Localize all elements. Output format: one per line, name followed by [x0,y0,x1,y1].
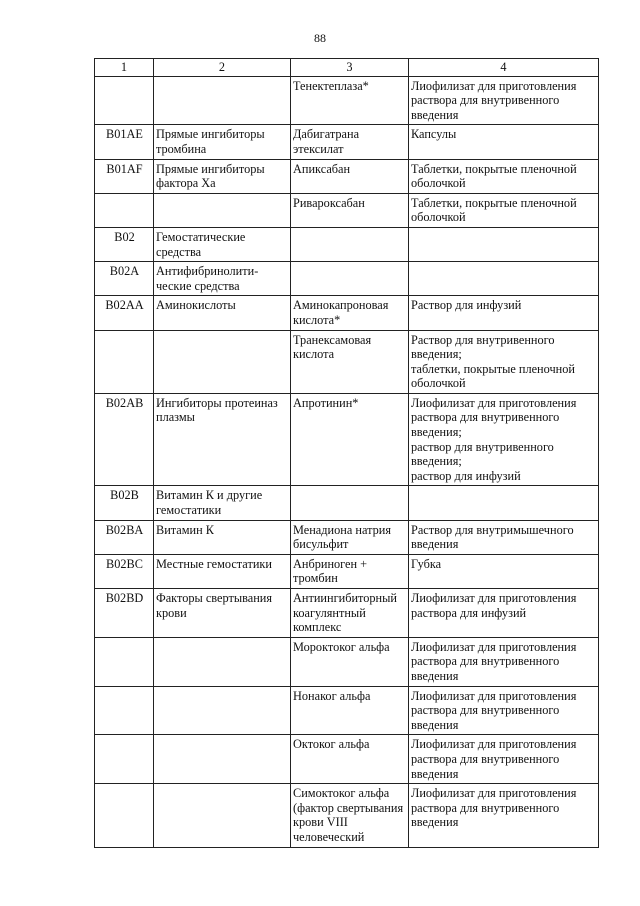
atc-code-cell: B02A [95,262,154,296]
table-row [95,520,599,554]
dosage-form-cell: Лиофилизат для приготовления раствора для внутривенного введения [409,784,599,847]
table-row [95,330,599,393]
dosage-form-cell: Раствор для внутримышечного введения [409,520,599,554]
column-header: 3 [291,59,409,77]
atc-code-cell [95,637,154,686]
drug-name-cell: Анбриноген + тромбин [291,554,409,588]
table-row [95,262,599,296]
dosage-form-cell [409,262,599,296]
dosage-form-cell: Лиофилизат для приготовления раствора для инфузий [409,589,599,638]
column-header: 2 [154,59,291,77]
drug-name-cell: Менадиона натрия бисульфит [291,520,409,554]
group-name-cell: Ингибиторы протеиназ плазмы [154,393,291,486]
group-name-cell [154,735,291,784]
table-row [95,637,599,686]
group-name-cell [154,686,291,735]
atc-code-cell: B02BD [95,589,154,638]
atc-code-cell: B02AB [95,393,154,486]
atc-code-cell [95,193,154,227]
group-name-cell: Факторы свертывания крови [154,589,291,638]
dosage-form-cell: Лиофилизат для приготовления раствора для внутривенного введения; раствор для внутривенного введения; раствор для инфузий [409,393,599,486]
table-row [95,589,599,638]
drug-name-cell: Тенектеплаза* [291,76,409,125]
drug-name-cell: Дабигатрана этексилат [291,125,409,159]
group-name-cell [154,330,291,393]
group-name-cell: Местные гемостатики [154,554,291,588]
table-row [95,296,599,330]
group-name-cell: Аминокислоты [154,296,291,330]
drug-name-cell [291,227,409,261]
group-name-cell: Антифибринолити- ческие средства [154,262,291,296]
group-name-cell: Витамин К и другие гемостатики [154,486,291,520]
atc-code-cell: B01AE [95,125,154,159]
dosage-form-cell [409,227,599,261]
drug-name-cell: Аминокапроновая кислота* [291,296,409,330]
group-name-cell [154,784,291,847]
dosage-form-cell: Лиофилизат для приготовления раствора для внутривенного введения [409,76,599,125]
atc-code-cell: B02BC [95,554,154,588]
dosage-form-cell: Лиофилизат для приготовления раствора для внутривенного введения [409,637,599,686]
group-name-cell [154,76,291,125]
table-header-row [95,59,599,77]
column-header: 1 [95,59,154,77]
dosage-form-cell: Губка [409,554,599,588]
table-row [95,393,599,486]
drug-name-cell: Симоктоког альфа (фактор свертывания крови VIII человеческий [291,784,409,847]
atc-code-cell: B01AF [95,159,154,193]
table-row [95,784,599,847]
atc-code-cell [95,686,154,735]
drug-name-cell: Апротинин* [291,393,409,486]
drug-name-cell: Мороктоког альфа [291,637,409,686]
group-name-cell: Витамин К [154,520,291,554]
group-name-cell: Прямые ингибиторы фактора Ха [154,159,291,193]
dosage-form-cell [409,486,599,520]
drug-name-cell: Нонаког альфа [291,686,409,735]
table-row [95,554,599,588]
drug-name-cell [291,486,409,520]
page-number: 88 [314,31,326,45]
table-row [95,125,599,159]
table-row [95,193,599,227]
atc-code-cell [95,76,154,125]
group-name-cell: Гемостатические средства [154,227,291,261]
table-row [95,159,599,193]
table-row [95,227,599,261]
table-row [95,76,599,125]
drug-name-cell: Ривароксабан [291,193,409,227]
atc-code-cell [95,735,154,784]
drug-name-cell: Антиингибиторный коагулянтный комплекс [291,589,409,638]
dosage-form-cell: Капсулы [409,125,599,159]
atc-code-cell: B02AA [95,296,154,330]
drug-table [94,58,599,848]
group-name-cell [154,637,291,686]
drug-name-cell: Апиксабан [291,159,409,193]
atc-code-cell: B02B [95,486,154,520]
drug-name-cell: Октоког альфа [291,735,409,784]
atc-code-cell: B02BA [95,520,154,554]
atc-code-cell [95,330,154,393]
group-name-cell [154,193,291,227]
drug-name-cell: Транексамовая кислота [291,330,409,393]
dosage-form-cell: Таблетки, покрытые пленочной оболочкой [409,193,599,227]
atc-code-cell [95,784,154,847]
column-header: 4 [409,59,599,77]
table-row [95,486,599,520]
dosage-form-cell: Таблетки, покрытые пленочной оболочкой [409,159,599,193]
dosage-form-cell: Лиофилизат для приготовления раствора для внутривенного введения [409,686,599,735]
table-row [95,735,599,784]
group-name-cell: Прямые ингибиторы тромбина [154,125,291,159]
table-row [95,686,599,735]
dosage-form-cell: Раствор для внутривенного введения; таблетки, покрытые пленочной оболочкой [409,330,599,393]
atc-code-cell: B02 [95,227,154,261]
dosage-form-cell: Раствор для инфузий [409,296,599,330]
drug-name-cell [291,262,409,296]
dosage-form-cell: Лиофилизат для приготовления раствора для внутривенного введения [409,735,599,784]
